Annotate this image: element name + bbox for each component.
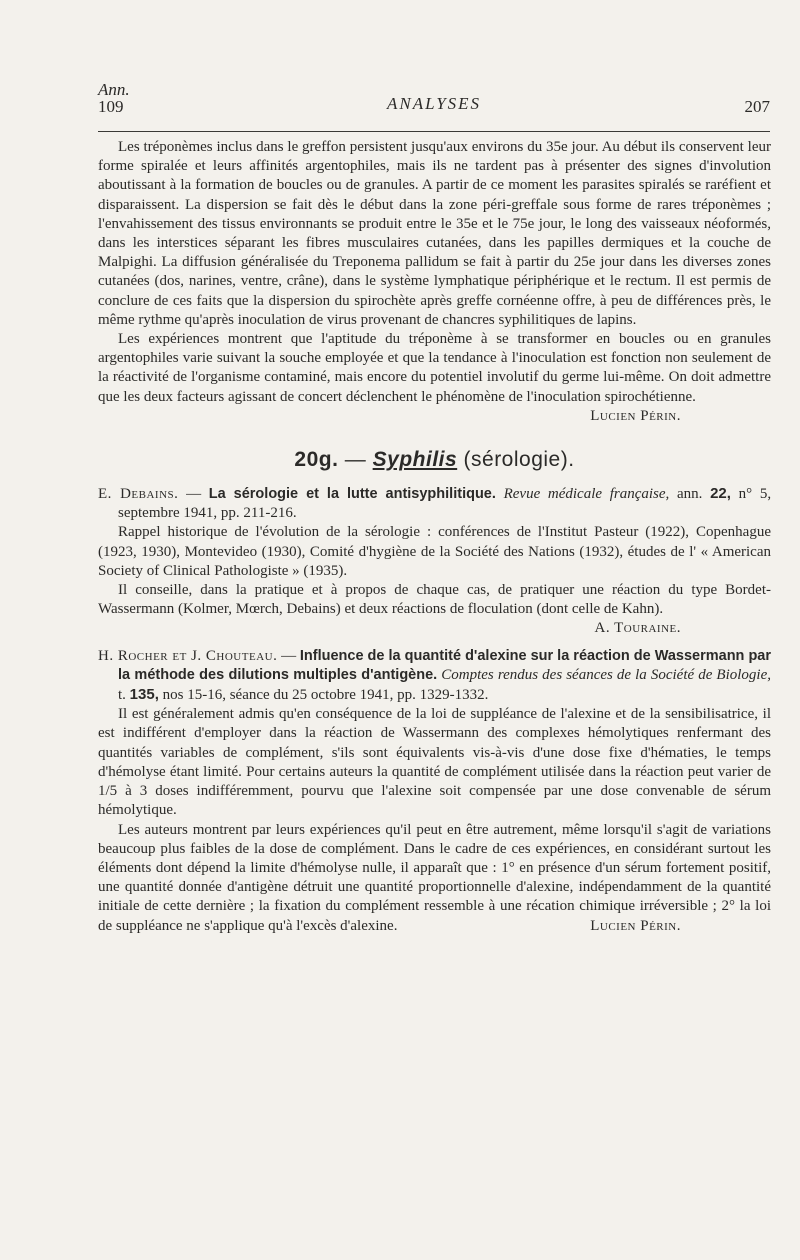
entry-authors: E. Debains. <box>98 486 179 503</box>
entry-volume: 135, <box>129 686 159 704</box>
body-paragraph: Les expériences montrent que l'aptitude du tréponème à se transformer en boucles ou en granules argentophiles varie suivant la souche employée et que la tendance à l'inoculation est fonction non seulement de la réactivité de l'organisme contaminé, mais encore du potentiel involutif du germe lui-même. On doit admettre que les deux facteurs agissant de concert déclenchent le phénomène de l'inoculation spirochétienne. Lucien Périn. <box>98 330 771 426</box>
entry-volume: 22, <box>710 485 731 503</box>
header-rule <box>98 131 770 132</box>
section-subject: Syphilis <box>372 448 458 472</box>
reviewer-signature: Lucien Périn. <box>590 407 681 424</box>
section-heading: 20g. — Syphilis (sérologie). <box>294 448 575 472</box>
article-body <box>98 138 771 936</box>
section-qualifier: (sérologie). <box>463 448 575 472</box>
entry-journal: Revue médicale française, <box>503 486 670 503</box>
body-paragraph: Les auteurs montrent par leurs expériences qu'il peut en être autrement, même lorsqu'il s'agit de variations beaucoup plus faibles de la dose de complément. Dans le cadre de ces expériences, en considérant surtout les éléments dont dépend la limite d'hémolyse nulle, il apparaît que : 1° en présence d'un sérum fortement positif, une quantité donnée d'antigène détruit une quantité proportionnelle d'alexine, indépendamment de la quantité initiale de cette dernière ; la fixation du complément ressemble à une récation chimique irréversible ; 2° la loi de suppléance ne s'applique qu'à l'excès d'alexine. Lucien Périn. <box>98 821 771 936</box>
bibliographic-reference: E. Debains. — La sérologie et la lutte antisyphilitique. Revue médicale française, ann. 22, n° 5, septembre 1941, pp. 211-216. <box>98 485 772 522</box>
body-paragraph: Les tréponèmes inclus dans le greffon persistent jusqu'aux environs du 35e jour. Au début ils conservent leur forme spiralée et leurs affinités argentophiles, mais ils ne tardent pas à présenter des signes d'involution aboutissant à la formation de boucles ou de granules. A partir de ce moment les parasites spiralés se raréfient et disparaissent. La dispersion se fait dès le début dans la zone péri-greffale sous forme de rares tréponèmes ; l'envahissement des tissus environnants se produit entre le 35e et le 75e jour, le long des vaisseaux néoformés, dans les interstices séparant les fibres musculaires cutanées, dans les papilles dermiques et la couche de Malpighi. La diffusion généralisée du Treponema pallidum se fait à partir du 25e jour dans les diverses zones cutanées (dos, narines, ventre, crâne), dans le système lymphatique périphérique et le rectum. Il est permis de conclure de ces faits que la dispersion du spirochète après greffe cornéenne offre, à peu de différences près, le même rythme qu'après inoculation de virus provenant de chancres syphilitiques de lapins. <box>98 139 771 328</box>
abstract-entry <box>98 647 771 936</box>
body-paragraph: Rappel historique de l'évolution de la sérologie : conférences de l'Institut Pasteur (1922), Copenhague (1923, 1930), Montevideo (1930), Comité d'hygiène de la Société des Nations (1932), études de l' « American Society of Clinical Pathologiste » (1935). <box>98 524 771 579</box>
bibliographic-reference: H. Rocher et J. Chouteau. — Influence de la quantité d'alexine sur la réaction de Wassermann par la méthode des dilutions multiples d'antigène. Comptes rendus des séances de la Société de Biologie, t. 135, nos 15-16, séance du 25 octobre 1941, pp. 1329-1332. <box>98 647 772 704</box>
continued-abstract <box>98 138 771 426</box>
reviewer-signature: Lucien Périn. <box>590 917 681 934</box>
running-head <box>98 80 770 136</box>
running-title: ANALYSES <box>386 94 482 113</box>
reviewer-signature: A. Touraine. <box>594 620 681 637</box>
section-number: 20g. <box>294 448 339 472</box>
entry-title: La sérologie et la lutte antisyphilitique. <box>208 486 496 503</box>
annotation-label: Ann. <box>98 80 130 99</box>
body-paragraph: Il conseille, dans la pratique et à propos de chaque cas, de pratiquer une réaction du type Bordet-Wassermann (Kolmer, Mœrch, Debains) et deux réactions de floculation (dont celle de Kahn). A. Touraine. <box>98 581 771 639</box>
page-number: 207 <box>744 97 770 116</box>
entry-title: Influence de la quantité d'alexine sur la réaction de Wassermann par la méthode des dilutions multiples d'antigène. <box>118 647 772 683</box>
entry-authors: H. Rocher et J. Chouteau. <box>98 647 278 664</box>
annotation-number: 109 <box>98 97 124 116</box>
entry-journal: Comptes rendus des séances de la Société de Biologie, <box>441 666 772 683</box>
body-paragraph: Il est généralement admis qu'en conséquence de la loi de suppléance de l'alexine et de la sensibilisatrice, il est indifférent d'employer dans la réaction de Wassermann des complexes hémolytiques renfermant des quantités variables de complément, s'ils sont équivalents vis-à-vis d'une dose fixe d'hématies, le temps d'hémolyse étant limité. Pour certains auteurs la quantité de complément utilisée dans la réaction peut varier de 1/5 à 3 doses indifféremment, pourvu que l'alexine soit compensée par une dose convenable de sérum hémolytique. <box>98 706 771 819</box>
abstract-entry <box>98 484 771 639</box>
